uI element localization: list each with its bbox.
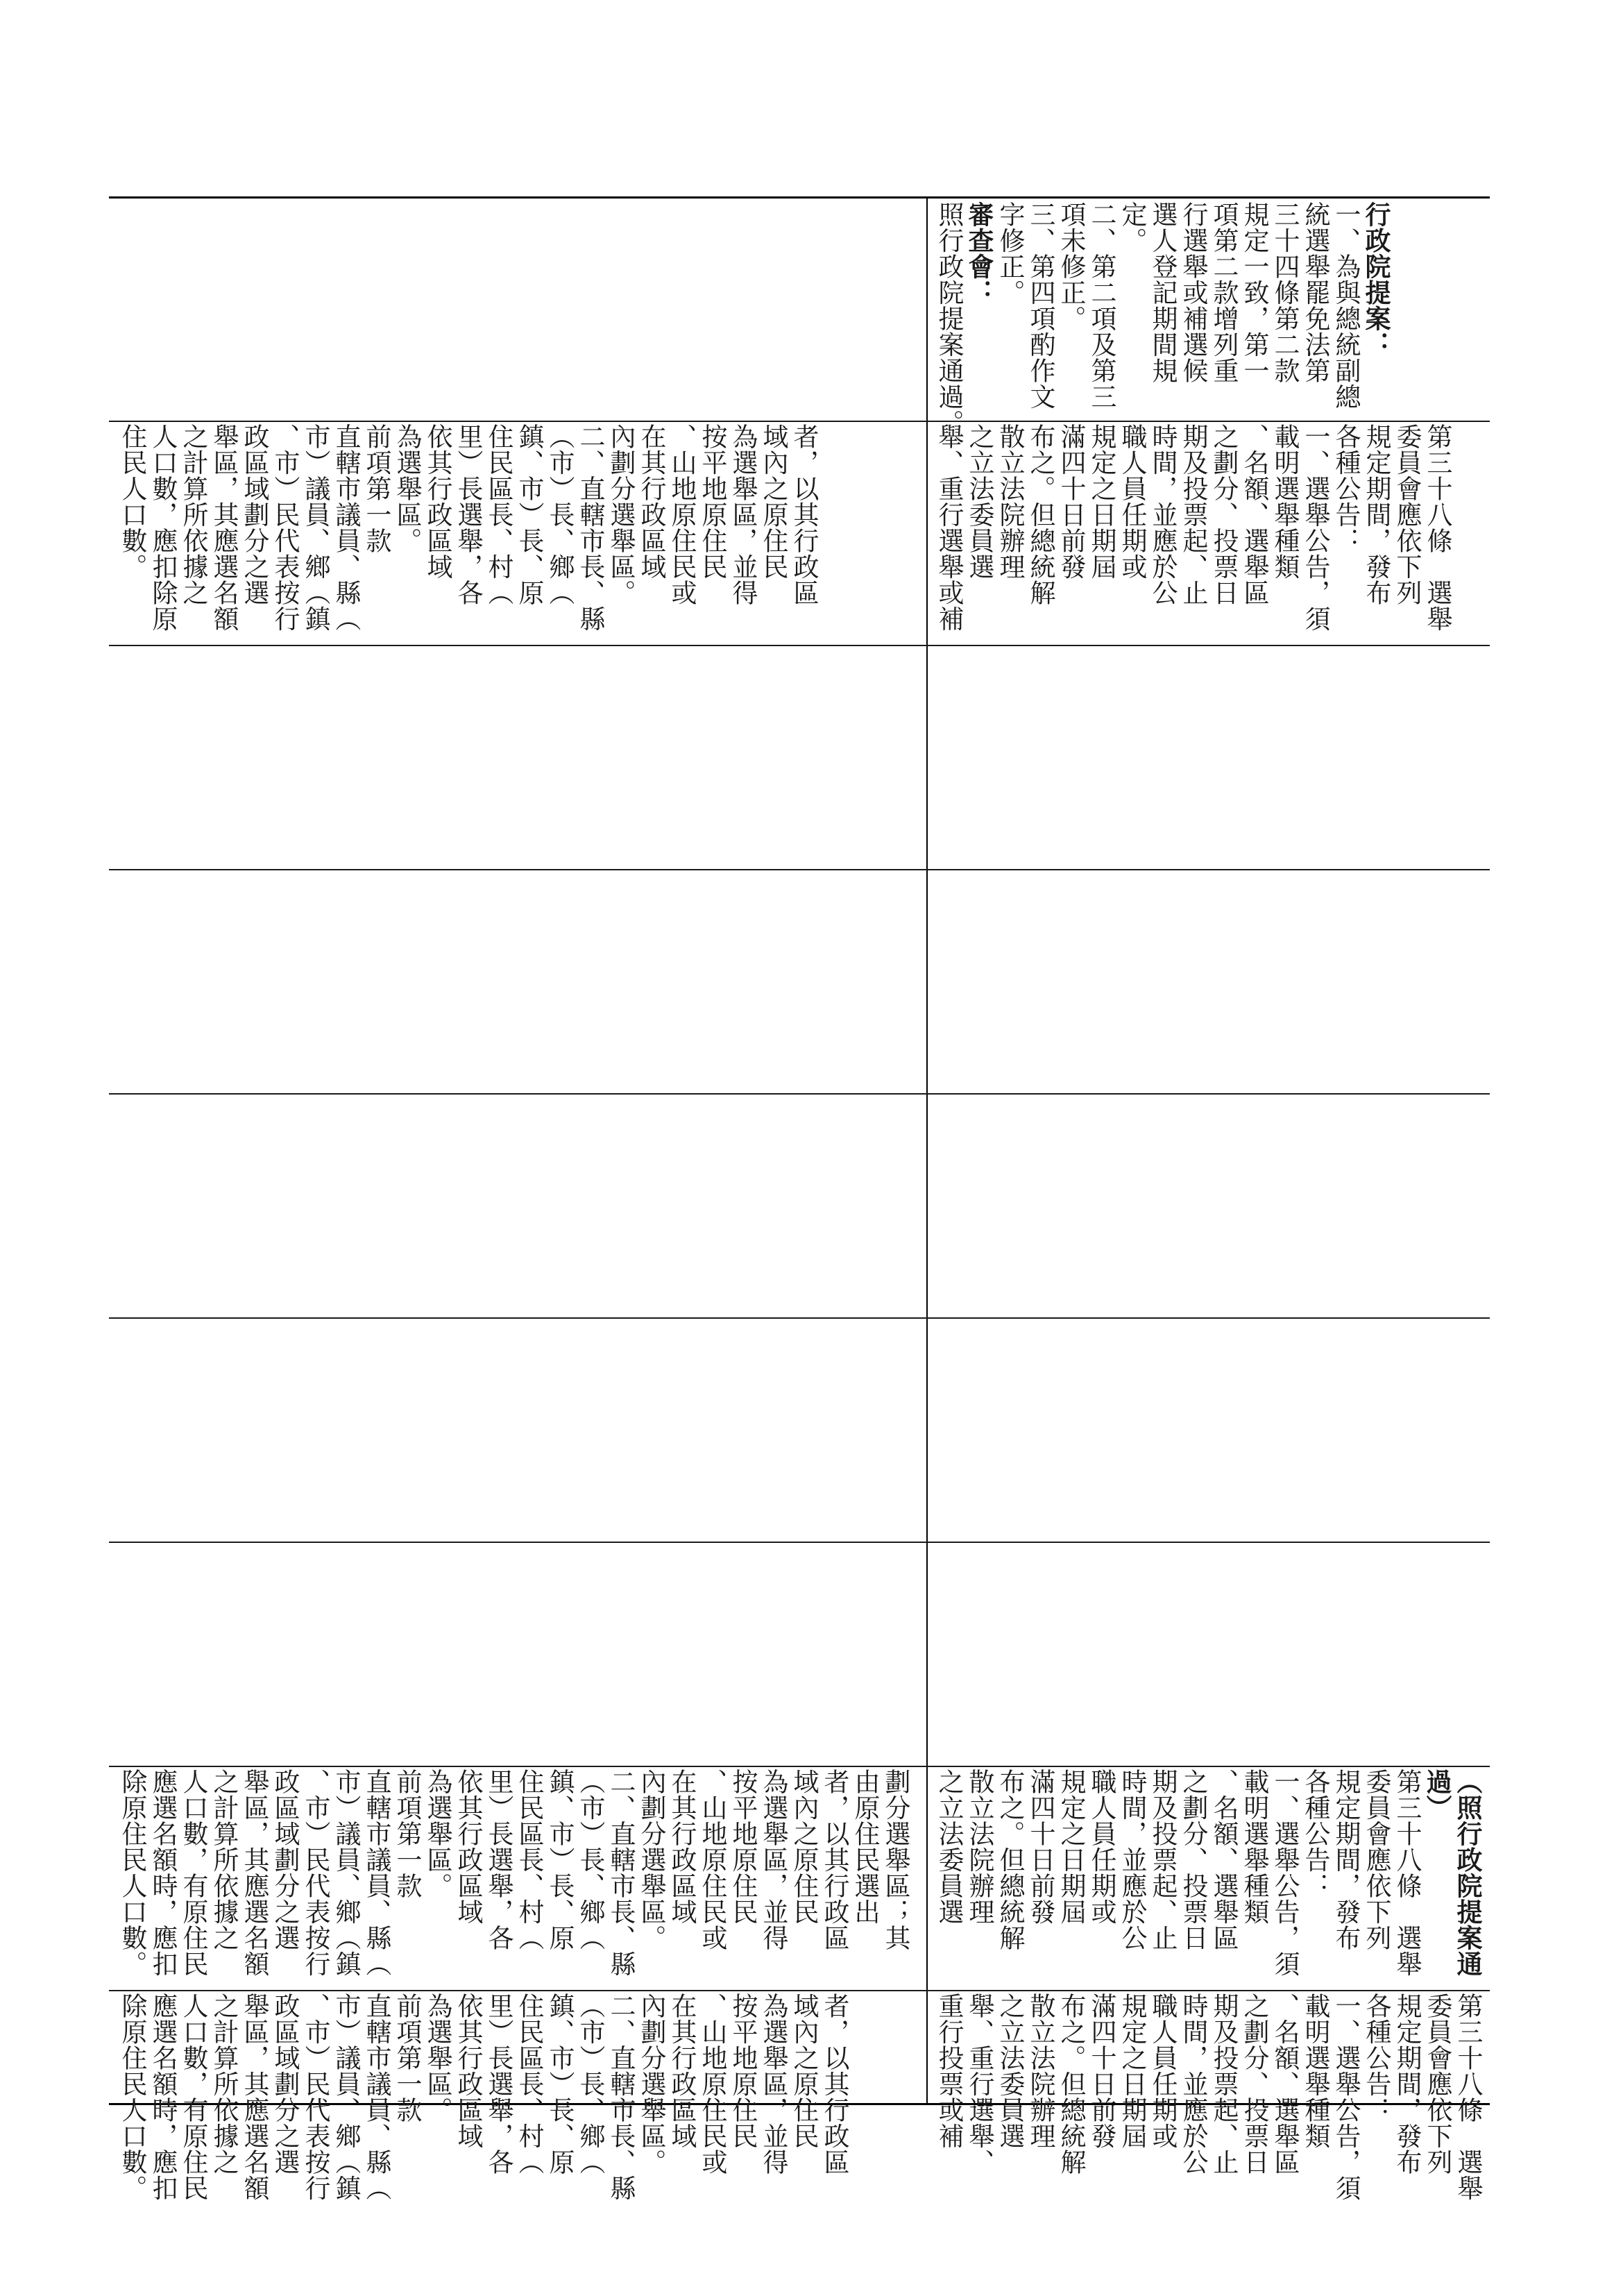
cell-line: 二、直轄市長、縣 <box>606 1769 636 1977</box>
cell-line: 里）長選舉，各 <box>484 1993 513 2175</box>
cell-line: 期及投票起、止 <box>1178 423 1208 606</box>
cell-line: 布之。但總統解 <box>1026 423 1055 606</box>
cell-line: 一、為與總統副總 <box>1331 201 1361 410</box>
cell-line: 者，以其行政區 <box>819 1769 849 1951</box>
table-top-border <box>109 196 1490 199</box>
row-divider <box>109 869 1490 870</box>
cell-line: 域內之原住民 <box>758 423 788 580</box>
row-divider <box>109 1990 1490 1991</box>
cell-line: 一、選舉公告，須 <box>1331 1993 1361 2201</box>
cell-line: 直轄市議員、縣（ <box>362 1993 391 2201</box>
cell-line: 第三十八條 選舉 <box>1392 1769 1422 1977</box>
cell-line: 、市）民代表按行 <box>300 1993 330 2201</box>
cell-line: 市）議員、鄉（鎮 <box>300 423 330 632</box>
cell-bottom-right-b-text <box>933 1993 1483 2201</box>
cell-line: 布之。但總統解 <box>1056 1993 1086 2175</box>
cell-line: 職人員任期或 <box>1087 1769 1116 1925</box>
cell-line: （市）長、鄉（ <box>545 423 575 606</box>
cell-line: 時間，並應於公 <box>1117 1769 1147 1951</box>
cell-bottom-left-a-text <box>117 1769 910 1984</box>
cell-line: 者，以其行政區 <box>819 1993 849 2175</box>
cell-top-right-text <box>933 201 1391 436</box>
cell-line: 劃分選舉區；其 <box>881 1769 910 1951</box>
cell-line: 三十四條第二款 <box>1270 201 1300 384</box>
cell-line: 除原住民人口數。 <box>117 1993 147 2201</box>
cell-line: 在其行政區域 <box>667 1993 697 2149</box>
cell-line: 散立法院辦理 <box>1026 1993 1055 2149</box>
cell-line: 重行投票或補 <box>934 1993 964 2149</box>
cell-line: 字修正。 <box>995 201 1025 305</box>
cell-line: 、山地原住民或 <box>667 423 697 606</box>
cell-line: 、市）民代表按行 <box>270 423 300 632</box>
cell-line: 行選舉或補選候 <box>1178 201 1208 384</box>
column-divider <box>926 196 928 2105</box>
cell-line: 規定期間，發布 <box>1392 1993 1422 2175</box>
cell-line: 前項第一款 <box>392 1993 422 2123</box>
cell-top-left-text <box>117 423 819 639</box>
adopted-title: 過） <box>1422 1769 1452 1821</box>
cell-line: 之計算所依據之 <box>209 1993 239 2175</box>
row-divider <box>109 1093 1490 1095</box>
cell-line: 里）長選舉，各 <box>453 423 483 606</box>
cell-top-right <box>933 201 1485 436</box>
row-divider <box>109 421 1490 422</box>
cell-line: 應選名額時，應扣 <box>148 1993 178 2201</box>
cell-line: 舉區，其應選名額 <box>239 1993 269 2201</box>
cell-line: 期及投票起、止 <box>1209 1993 1239 2175</box>
cell-line: 舉、重行選舉、 <box>965 1993 994 2175</box>
cell-top-left <box>117 423 921 642</box>
cell-line: 舉、重行選舉或補 <box>934 423 964 632</box>
cell-line: 時間，並應於公 <box>1178 1993 1208 2175</box>
cell-line: 照行政院提案通過。 <box>934 201 964 436</box>
cell-line: 規定之日期屆 <box>1056 1769 1086 1925</box>
cell-line: 為選舉區。 <box>423 1769 452 1899</box>
cell-line: 、名額、選舉區 <box>1270 1993 1300 2175</box>
cell-line: 之劃分、投票日 <box>1239 1993 1269 2175</box>
cell-line: 、名額、選舉區 <box>1239 423 1269 606</box>
cell-line: 滿四十日前發 <box>1026 1769 1055 1925</box>
cell-line: 為選舉區，並得 <box>758 1993 788 2175</box>
cell-line: 為選舉區。 <box>392 423 422 554</box>
cell-line: 、名額、選舉區 <box>1209 1769 1239 1951</box>
cell-line: 各種公告： <box>1331 423 1361 554</box>
cell-line: 項第二款增列重 <box>1209 201 1239 384</box>
cell-line: 委員會應依下列 <box>1422 1993 1452 2175</box>
row-divider <box>109 1317 1490 1319</box>
cell-line: 之立法委員選 <box>995 1993 1025 2149</box>
cell-line: 期及投票起、止 <box>1148 1769 1178 1951</box>
cell-bottom-right-a <box>933 1769 1485 1987</box>
cell-line: 之立法委員選 <box>934 1769 964 1925</box>
cell-line: 按平地原住民 <box>728 1769 758 1925</box>
cell-line: 域內之原住民 <box>789 1769 819 1925</box>
cell-line: 在其行政區域 <box>667 1769 697 1925</box>
cell-line: 住民區長、村（ <box>484 423 513 606</box>
cell-line: 按平地原住民 <box>728 1993 758 2149</box>
cell-line: 之劃分、投票日 <box>1209 423 1239 606</box>
cell-line: 人口數，有原住民 <box>178 1993 208 2201</box>
row-divider <box>109 1766 1490 1767</box>
cell-line: 一、選舉公告，須 <box>1300 423 1330 632</box>
cell-line: 二、直轄市長、縣 <box>606 1993 636 2201</box>
row-divider <box>109 1542 1490 1543</box>
cell-line: 、山地原住民或 <box>697 1769 727 1951</box>
cell-line: 內劃分選舉區。 <box>606 423 636 606</box>
cell-line: 政區域劃分之選 <box>270 1993 300 2175</box>
cell-line: 依其行政區域 <box>423 423 452 580</box>
cell-line: 舉區，其應選名額 <box>209 423 239 632</box>
cell-line: 內劃分選舉區。 <box>636 1993 666 2175</box>
cell-line: 第三十八條 選舉 <box>1422 423 1452 632</box>
cell-line: 定。 <box>1117 201 1147 253</box>
cell-line: 市）議員、鄉（鎮 <box>331 1769 361 1977</box>
cell-line: 職人員任期或 <box>1117 423 1147 580</box>
cell-bottom-right-b <box>933 1993 1485 2201</box>
cell-line: 散立法院辦理 <box>965 1769 994 1925</box>
cell-line: （市）長、鄉（ <box>575 1769 605 1951</box>
cell-line: 應選名額時，應扣 <box>148 1769 178 1977</box>
cell-line: 一、選舉公告，須 <box>1270 1769 1300 1977</box>
cell-line: 布之。但總統解 <box>995 1769 1025 1951</box>
row-divider <box>109 645 1490 646</box>
cell-line: 住民區長、村（ <box>514 1993 544 2175</box>
cell-line: 住民人口數。 <box>117 423 147 580</box>
cell-line: 住民區長、村（ <box>514 1769 544 1951</box>
cell-line: 為選舉區，並得 <box>758 1769 788 1951</box>
cell-line: 之計算所依據之 <box>209 1769 239 1951</box>
cell-line: 政區域劃分之選 <box>270 1769 300 1951</box>
review-title: 審查會： <box>964 201 994 305</box>
cell-line: 規定一致，第一 <box>1239 201 1269 384</box>
cell-line: 政區域劃分之選 <box>239 423 269 606</box>
cell-mid-right <box>933 423 1485 642</box>
cell-line: 人口數，有原住民 <box>178 1769 208 1977</box>
cell-line: 職人員任期或 <box>1148 1993 1178 2149</box>
cell-line: 項未修正。 <box>1056 201 1086 332</box>
cell-line: 散立法院辦理 <box>995 423 1025 580</box>
cell-line: 載明選舉種類 <box>1239 1769 1269 1925</box>
cell-line: 鎮、市）長、原 <box>514 423 544 606</box>
cell-line: 之計算所依據之 <box>178 423 208 606</box>
cell-line: 依其行政區域 <box>453 1993 483 2149</box>
cell-line: 為選舉區。 <box>423 1993 452 2123</box>
cell-bottom-left-a <box>117 1769 921 1987</box>
cell-line: 里）長選舉，各 <box>484 1769 513 1951</box>
cell-line: 委員會應依下列 <box>1361 1769 1391 1951</box>
cell-bottom-left-b-text <box>117 1993 849 2201</box>
cell-line: 委員會應依下列 <box>1392 423 1422 606</box>
cell-line: 滿四十日前發 <box>1056 423 1086 580</box>
cell-bottom-right-a-text <box>933 1769 1483 1984</box>
cell-line: 第三十八條 選舉 <box>1453 1993 1483 2201</box>
cell-line: 滿四十日前發 <box>1087 1993 1116 2149</box>
cell-line: 者，以其行政區 <box>789 423 819 606</box>
proposal-title: 行政院提案： <box>1361 201 1391 357</box>
cell-line: 前項第一款 <box>362 423 391 554</box>
cell-line: 載明選舉種類 <box>1300 1993 1330 2149</box>
cell-line: 時間，並應於公 <box>1148 423 1178 606</box>
cell-line: 按平地原住民 <box>697 423 727 580</box>
cell-line: 直轄市議員、縣（ <box>331 423 361 632</box>
cell-line: 各種公告： <box>1361 1993 1391 2123</box>
cell-line: 除原住民人口數。 <box>117 1769 147 1977</box>
cell-line: 規定之日期屆 <box>1117 1993 1147 2149</box>
cell-line: 依其行政區域 <box>453 1769 483 1925</box>
cell-line: 規定之日期屆 <box>1087 423 1116 580</box>
cell-line: 直轄市議員、縣（ <box>362 1769 391 1977</box>
adopted-title: （照行政院提案通 <box>1452 1769 1483 1977</box>
cell-line: 、山地原住民或 <box>697 1993 727 2175</box>
cell-line: 選人登記期間規 <box>1148 201 1178 384</box>
cell-mid-right-text <box>933 423 1452 639</box>
cell-line: 為選舉區，並得 <box>728 423 758 606</box>
cell-line: 之立法委員選 <box>965 423 994 580</box>
cell-line: 由原住民選出 <box>850 1769 880 1925</box>
cell-line: 前項第一款 <box>392 1769 422 1899</box>
cell-line: （市）長、鄉（ <box>575 1993 605 2175</box>
cell-line: 人口數，應扣除原 <box>148 423 178 632</box>
cell-line: 二、直轄市長、縣 <box>575 423 605 632</box>
cell-line: 市）議員、鄉（鎮 <box>331 1993 361 2201</box>
cell-line: 規定期間，發布 <box>1331 1769 1361 1951</box>
cell-line: 域內之原住民 <box>789 1993 819 2149</box>
cell-line: 、市）民代表按行 <box>300 1769 330 1977</box>
cell-line: 鎮、市）長、原 <box>545 1769 575 1951</box>
cell-line: 各種公告： <box>1300 1769 1330 1899</box>
cell-line: 二、第二項及第三 <box>1087 201 1116 410</box>
cell-line: 三、第四項酌作文 <box>1026 201 1055 410</box>
cell-line: 內劃分選舉區。 <box>636 1769 666 1951</box>
cell-line: 之劃分、投票日 <box>1178 1769 1208 1951</box>
cell-bottom-left-b <box>117 1993 921 2201</box>
cell-line: 規定期間，發布 <box>1361 423 1391 606</box>
cell-line: 統選舉罷免法第 <box>1300 201 1330 384</box>
cell-line: 載明選舉種類 <box>1270 423 1300 580</box>
cell-line: 舉區，其應選名額 <box>239 1769 269 1977</box>
cell-line: 鎮、市）長、原 <box>545 1993 575 2175</box>
cell-line: 在其行政區域 <box>636 423 666 580</box>
